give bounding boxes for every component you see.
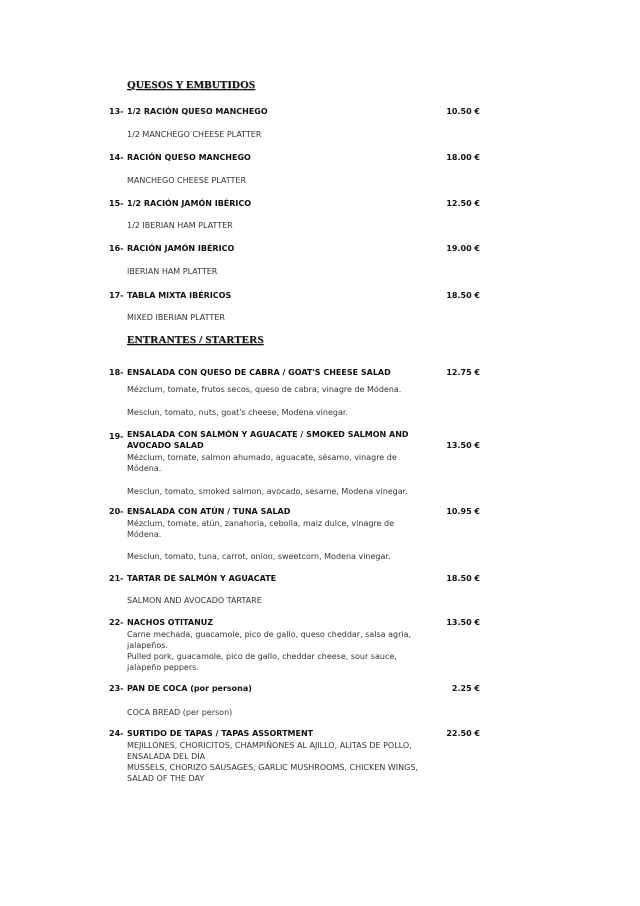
item-number: 14- — [109, 153, 124, 162]
item-price: 13.50 € — [446, 441, 480, 450]
item-price: 13.50 € — [446, 618, 480, 627]
item-description-cont: ENSALADA DEL DÍA — [127, 752, 206, 761]
item-price: 18.50 € — [446, 574, 480, 583]
item-name: 1/2 RACIÓN QUESO MANCHEGO — [127, 107, 268, 116]
item-price: 10.50 € — [446, 107, 480, 116]
section-title-quesos: QUESOS Y EMBUTIDOS — [127, 79, 256, 91]
item-description-cont: Módena. — [127, 464, 162, 473]
item-price: 10.95 € — [446, 507, 480, 516]
item-description: MEJILLONES, CHORICITOS, CHAMPIÑONES AL AJILLO, ALITAS DE POLLO, — [127, 741, 412, 750]
item-description-en: MUSSELS, CHORIZO SAUSAGES, GARLIC MUSHROOMS, CHICKEN WINGS, — [127, 763, 418, 772]
item-number: 17- — [109, 291, 124, 300]
item-description-cont: Módena. — [127, 530, 162, 539]
item-description-en: Mesclun, tomato, tuna, carrot, onion, sweetcorn, Modena vinegar. — [127, 552, 391, 561]
item-number: 21- — [109, 574, 124, 583]
item-number: 15- — [109, 199, 124, 208]
item-number: 18- — [109, 368, 124, 377]
item-number: 23- — [109, 684, 124, 693]
item-name: TARTAR DE SALMÓN Y AGUACATE — [127, 574, 277, 583]
item-price: 18.00 € — [446, 153, 480, 162]
item-name-line2: AVOCADO SALAD — [127, 441, 204, 450]
item-description-en: Mesclun, tomato, nuts, goat's cheese, Modena vinegar. — [127, 408, 348, 417]
item-description: MANCHEGO CHEESE PLATTER — [127, 176, 247, 185]
item-number: 19- — [109, 432, 124, 441]
item-number: 22- — [109, 618, 124, 627]
item-price: 22.50 € — [446, 729, 480, 738]
item-description-en: Mesclun, tomato, smoked salmon, avocado, sesame, Modena vinegar. — [127, 487, 408, 496]
item-description-en-cont: SALAD OF THE DAY — [127, 774, 205, 783]
item-name: RACIÓN QUESO MANCHEGO — [127, 153, 251, 162]
item-description: 1/2 MANCHEGO CHEESE PLATTER — [127, 130, 262, 139]
item-description: Mézclum, tomate, atún, zanahoria, cebolla, maiz dulce, vinagre de — [127, 519, 395, 528]
item-name: SURTIDO DE TAPAS / TAPAS ASSORTMENT — [127, 729, 314, 738]
item-number: 24- — [109, 729, 124, 738]
item-name: NACHOS OTITANUZ — [127, 618, 214, 627]
item-price: 12.75 € — [446, 368, 480, 377]
item-price: 19.00 € — [446, 244, 480, 253]
item-description: Mézclum, tomate, salmon ahumado, aguacate, sésamo, vinagre de — [127, 453, 397, 462]
item-description: 1/2 IBERIAN HAM PLATTER — [127, 221, 233, 230]
item-description-cont: jalapeños. — [127, 641, 168, 650]
item-name: ENSALADA CON QUESO DE CABRA / GOAT'S CHEESE SALAD — [127, 368, 391, 377]
item-description: IBERIAN HAM PLATTER — [127, 267, 218, 276]
item-name: PAN DE COCA (por persona) — [127, 684, 252, 693]
item-description: COCA BREAD (per person) — [127, 708, 233, 717]
item-description: Carne mechada, guacamole, pico de gallo, queso cheddar, salsa agria, — [127, 630, 412, 639]
item-number: 16- — [109, 244, 124, 253]
item-description: SALMON AND AVOCADO TARTARE — [127, 596, 262, 605]
item-name: ENSALADA CON ATÚN / TUNA SALAD — [127, 507, 291, 516]
item-name: RACIÓN JAMÓN IBÉRICO — [127, 244, 235, 253]
item-price: 12.50 € — [446, 199, 480, 208]
item-number: 13- — [109, 107, 124, 116]
item-description-en-cont: jalapeño peppers. — [127, 663, 199, 672]
item-name: ENSALADA CON SALMÓN Y AGUACATE / SMOKED SALMON AND — [127, 430, 409, 439]
item-description-en: Pulled pork, guacamole, pico de gallo, cheddar cheese, sour sauce, — [127, 652, 397, 661]
item-description: Mézclum, tomate, frutos secos, queso de cabra, vinagre de Módena. — [127, 385, 402, 394]
item-number: 20- — [109, 507, 124, 516]
item-description: MIXED IBERIAN PLATTER — [127, 313, 225, 322]
item-name: 1/2 RACIÓN JAMÓN IBÉRICO — [127, 199, 252, 208]
section-title-entrantes: ENTRANTES / STARTERS — [127, 334, 264, 346]
item-name: TABLA MIXTA IBÉRICOS — [127, 291, 232, 300]
item-price: 18.50 € — [446, 291, 480, 300]
item-price: 2.25 € — [451, 684, 480, 693]
